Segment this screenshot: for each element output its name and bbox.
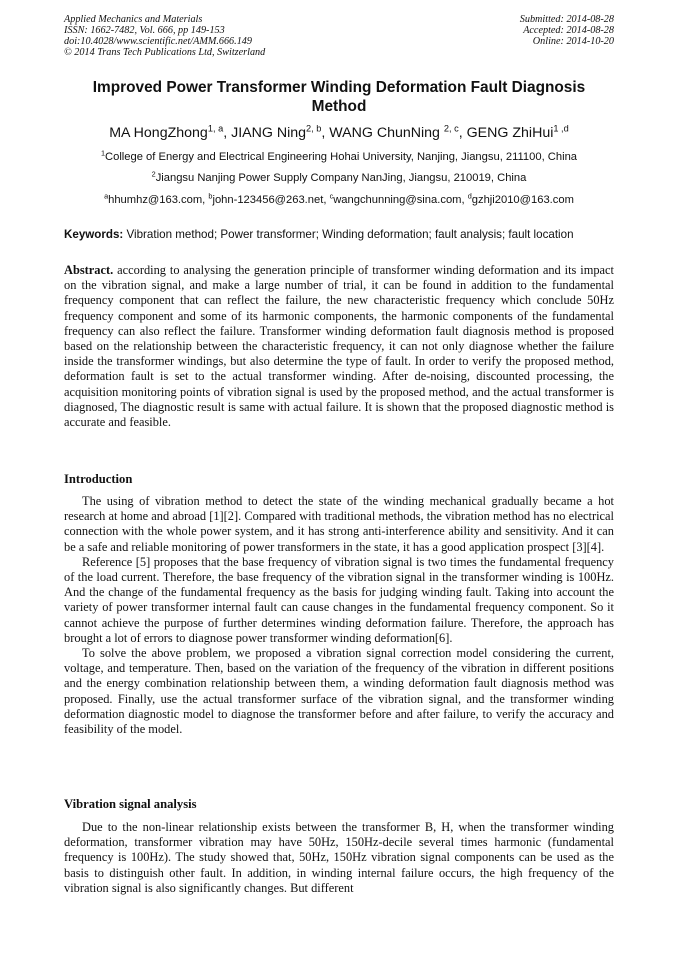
paragraph: Due to the non-linear relationship exists between the transformer B, H, when the transformer winding deformation, transformer vibration may have 50Hz, 150Hz-decile several times harmonic (fundamental frequency is 100Hz). The study showed that, 50Hz, 150Hz vibration signal components can be used as the basis to distinguish other fault. In addition, in winding internal failure occurs, the high frequency of the vibration signal is also significantly changes. But different	[64, 820, 614, 895]
email-mark: a	[104, 191, 109, 201]
paragraph: The using of vibration method to detect the state of the winding mechanical gradually became a hot research at home and abroad [1][2]. Compared with traditional methods, the vibration method has no electrical connection with the whole power system, and it has strong anti-interference ability and sensitivity. And it can be a safe and reliable monitoring of power transformers in the state, it has a good application prospect [3][4].	[64, 494, 614, 554]
journal-name: Applied Mechanics and Materials	[64, 14, 203, 25]
paragraph: Reference [5] proposes that the base frequency of vibration signal is two times the fundamental frequency of the load current. Therefore, the base frequency of the vibration signal in the transformer winding is 100Hz. And the change of the fundamental frequency as the basis for judging winding fault. Taking into account the variety of power transformer internal fault can cause changes in the fundamental frequency component. So it cannot achieve the purpose of further determines winding deformation failure. Therefore, the approach has brought a lot of errors to diagnose power transformer winding deformation[6].	[64, 554, 614, 645]
paragraph: To solve the above problem, we proposed a vibration signal correction model considering the current, voltage, and temperature. Then, based on the variation of the frequency of the vibration in different positions and the energy combination relationship between them, a winding deformation fault diagnosis method was proposed. Finally, use the actual transformer surface of the vibration signal, and the transformer winding deformation diagnostic model to diagnose the transformer before and after failure, to verify the accuracy and feasibility of the model.	[64, 646, 614, 737]
affiliation-mark: 2	[151, 169, 156, 179]
email-mark: c	[329, 191, 334, 201]
journal-doi: doi:10.4028/www.scientific.net/AMM.666.149	[64, 36, 252, 47]
author-name: JIANG Ning	[231, 125, 307, 141]
abstract	[64, 263, 614, 430]
submitted-date: Submitted: 2014-08-28	[519, 14, 614, 25]
online-date: Online: 2014-10-20	[532, 36, 614, 47]
journal-copyright: © 2014 Trans Tech Publications Ltd, Switzerland	[64, 47, 266, 58]
author-name: MA HongZhong	[109, 125, 208, 141]
affiliation-text: Jiangsu Nanjing Power Supply Company NanJing, Jiangsu, 210019, China	[155, 172, 527, 184]
paper-title: Improved Power Transformer Winding Deformation Fault Diagnosis Method	[92, 79, 586, 115]
author-affiliation-mark: 1 ,d	[553, 123, 569, 134]
abstract-label: Abstract.	[64, 263, 114, 277]
email-list	[64, 193, 614, 207]
vibration-heading: Vibration signal analysis	[64, 797, 197, 811]
journal-issn: ISSN: 1662-7482, Vol. 666, pp 149-153	[64, 25, 225, 36]
author-separator: ,	[321, 125, 330, 141]
author-affiliation-mark: 2, b	[306, 123, 322, 134]
keywords	[64, 228, 614, 242]
author-separator: ,	[223, 125, 232, 141]
author-affiliation-mark: 1, a	[207, 123, 224, 134]
email-address: hhumhz@163.com,	[108, 194, 209, 206]
author-affiliation-mark: 2, c	[443, 123, 459, 134]
email-address: john-123456@263.net,	[212, 194, 330, 206]
affiliation-2	[64, 171, 614, 185]
author-separator: ,	[458, 125, 467, 141]
email-address: wangchunning@sina.com,	[333, 194, 468, 206]
introduction-heading: Introduction	[64, 472, 133, 486]
author-name: GENG ZhiHui	[466, 125, 554, 141]
accepted-date: Accepted: 2014-08-28	[523, 25, 614, 36]
keywords-label: Keywords:	[64, 228, 124, 241]
affiliation-1	[64, 150, 614, 164]
keywords-text: Vibration method; Power transformer; Winding deformation; fault analysis; fault location	[123, 228, 574, 241]
journal-header	[64, 14, 265, 58]
affiliation-mark: 1	[100, 148, 106, 158]
affiliation-text: College of Energy and Electrical Engineering Hohai University, Nanjing, Jiangsu, 211100, China	[105, 151, 578, 163]
email-mark: d	[467, 191, 472, 201]
vibration-section	[64, 820, 614, 896]
dates-header	[520, 14, 614, 47]
author-list	[64, 124, 614, 142]
email-mark: b	[208, 191, 213, 201]
email-address: gzhji2010@163.com	[471, 194, 574, 206]
author-name: WANG ChunNing	[329, 125, 444, 141]
abstract-text: according to analysing the generation principle of transformer winding deformation and its impact on the vibration signal, and make a large number of trial, it can be found in addition to the fundamental frequency component that can reflect the failure, the new characteristic frequency which conclude 50Hz frequency component and some of its harmonic components, the harmonic components of the fundamental frequency can also reflect the failure. Transformer winding deformation fault diagnosis method is proposed based on the relationship between the characteristic frequency, it can not only diagnose whether the failure inside the transformer windings, but also determine the type of fault. In order to verify the proposed method, deformation fault is set to the actual transformer winding. After de-noising, discounted processing, the acquisition monitoring points of vibration signal is used by the proposed method, and the actual transformer is diagnosed, The diagnostic result is same with actual failure. It is shown that the proposed diagnostic method is accurate and feasible.	[64, 263, 614, 430]
introduction-section	[64, 494, 614, 737]
